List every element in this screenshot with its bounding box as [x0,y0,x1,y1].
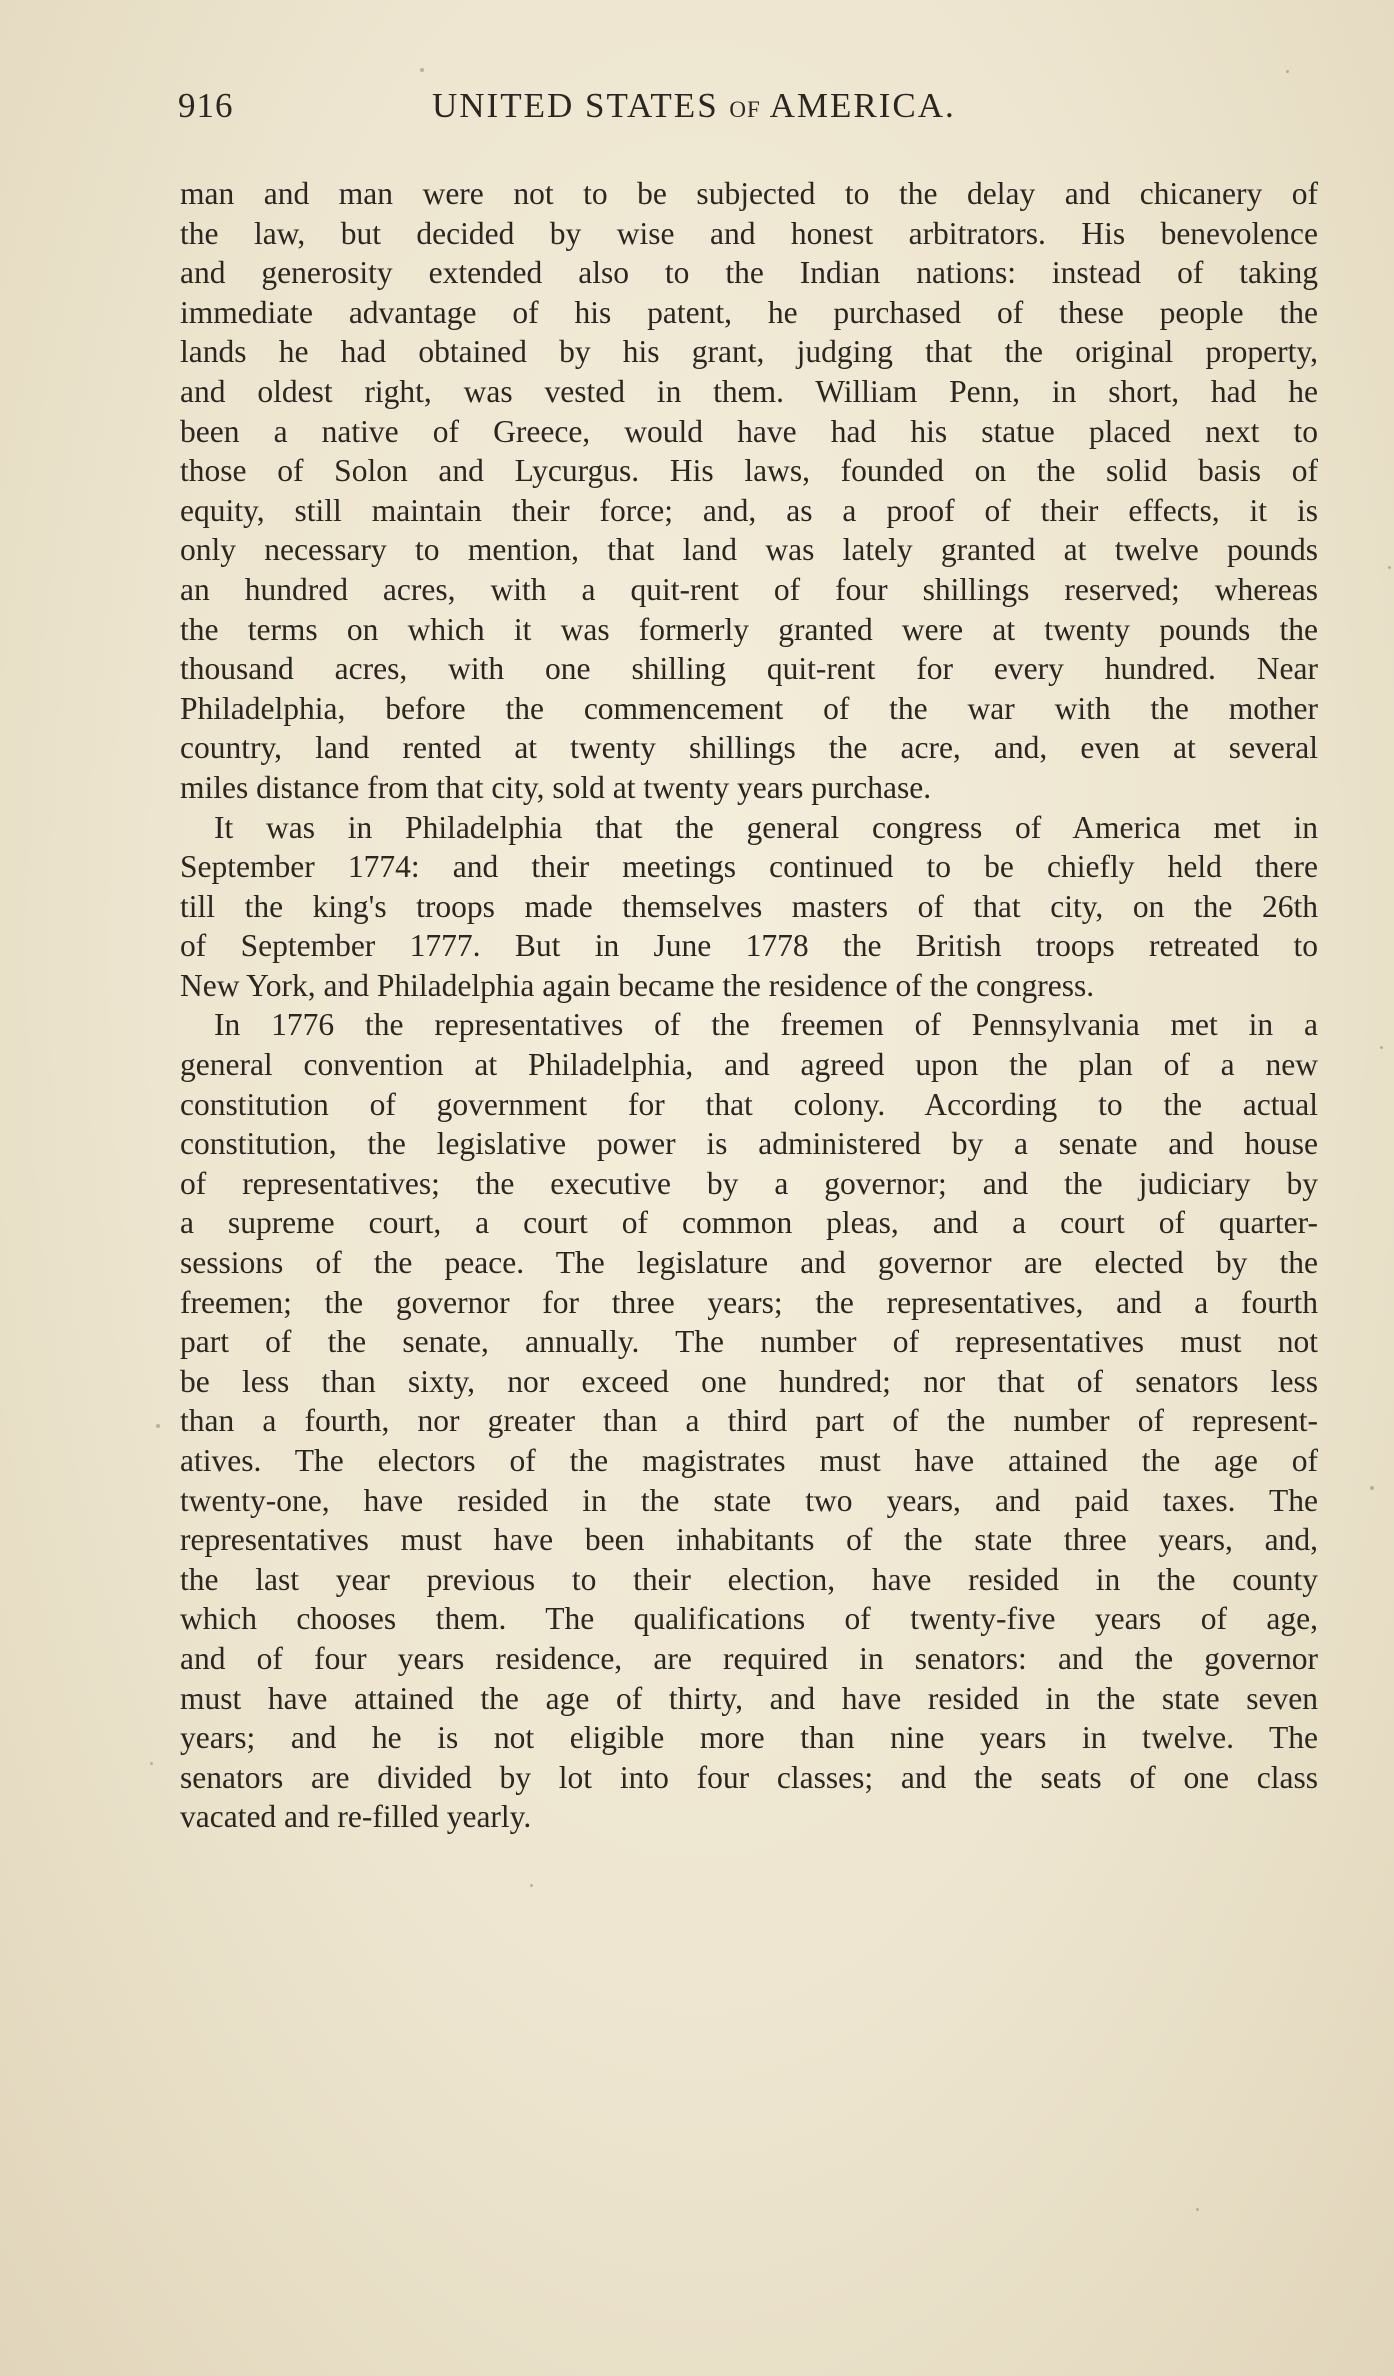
paper-speck [1370,1486,1374,1490]
text-line: immediate advantage of his patent, he purchased of these people the [180,294,1318,330]
paragraph-constitution [180,1005,1318,1836]
paper-speck [420,68,424,72]
text-line: those of Solon and Lycurgus. His laws, founded on the solid basis of [180,453,1318,489]
text-line: been a native of Greece, would have had his statue placed next to [180,413,1318,449]
text-line: part of the senate, annually. The number of representatives must not [180,1324,1318,1360]
text-line: atives. The electors of the magistrates must have attained the age of [180,1443,1318,1478]
text-line: a supreme court, a court of common pleas, and a court of quarter- [180,1205,1318,1241]
body-text [180,174,1318,1837]
text-line: constitution, the legislative power is administered by a senate and house [180,1126,1318,1162]
running-head-america: AMERICA. [760,86,956,125]
text-line: thousand acres, with one shilling quit-rent for every hundred. Near [180,651,1318,687]
running-head-of: OF [729,97,761,122]
text-line: the last year previous to their election, have resided in the county [180,1561,1318,1597]
paper-speck [156,1424,160,1428]
running-head-united-states: UNITED STATES [432,86,730,125]
text-line: only necessary to mention, that land was lately granted at twelve pounds [180,532,1318,568]
text-line: constitution of government for that colony. According to the actual [180,1086,1318,1122]
paragraph-congress [180,808,1318,1006]
text-line: representatives must have been inhabitants of the state three years, and, [180,1522,1318,1558]
text-line: the law, but decided by wise and honest arbitrators. His benevolence [180,215,1318,251]
page-header [178,86,1058,136]
text-line: must have attained the age of thirty, and have resided in the state seven [180,1680,1318,1716]
text-line: man and man were not to be subjected to the delay and chicanery of [180,176,1318,211]
text-line: lands he had obtained by his grant, judging that the original property, [180,334,1318,370]
paper-speck [1388,566,1391,569]
text-line: Philadelphia, before the commencement of the war with the mother [180,690,1318,726]
paper-speck [530,1884,533,1887]
paper-speck [150,1762,153,1765]
text-line: It was in Philadelphia that the general congress of America met in [214,809,1318,845]
text-line: and generosity extended also to the Indian nations: instead of taking [180,255,1318,291]
text-line: freemen; the governor for three years; the representatives, and a fourth [180,1284,1318,1320]
text-line: New York, and Philadelphia again became the residence of the congress. [180,967,1095,1003]
paper-speck [1196,2208,1199,2211]
text-line: September 1774: and their meetings continued to be chiefly held there [180,849,1318,885]
running-head [432,86,956,126]
paper-speck [1380,1046,1383,1049]
text-line: than a fourth, nor greater than a third part of the number of represent- [180,1403,1318,1439]
text-line: years; and he is not eligible more than nine years in twelve. The [180,1720,1318,1756]
text-line: of September 1777. But in June 1778 the British troops retreated to [180,928,1318,964]
text-line: till the king's troops made themselves masters of that city, on the 26th [180,888,1318,924]
page-number: 916 [178,86,234,125]
text-line: general convention at Philadelphia, and agreed upon the plan of a new [180,1047,1318,1083]
text-line: miles distance from that city, sold at twenty years purchase. [180,769,932,805]
text-line: equity, still maintain their force; and, as a proof of their effects, it is [180,492,1318,528]
text-line: and oldest right, was vested in them. William Penn, in short, had he [180,373,1318,409]
text-line: an hundred acres, with a quit-rent of four shillings reserved; whereas [180,571,1318,607]
text-line: of representatives; the executive by a governor; and the judiciary by [180,1165,1318,1201]
text-line: and of four years residence, are required in senators: and the governor [180,1640,1318,1676]
paper-speck [1286,70,1289,73]
text-line: the terms on which it was formerly granted were at twenty pounds the [180,611,1318,647]
text-line: In 1776 the representatives of the freemen of Pennsylvania met in a [214,1007,1318,1043]
text-line: be less than sixty, nor exceed one hundred; nor that of senators less [180,1363,1318,1399]
paragraph-penn [180,174,1318,808]
text-line: vacated and re-filled yearly. [180,1799,532,1835]
text-line: country, land rented at twenty shillings the acre, and, even at several [180,730,1318,766]
text-line: senators are divided by lot into four classes; and the seats of one class [180,1759,1318,1795]
text-line: twenty-one, have resided in the state two years, and paid taxes. The [180,1482,1318,1518]
text-line: sessions of the peace. The legislature and governor are elected by the [180,1245,1318,1281]
text-line: which chooses them. The qualifications of twenty-five years of age, [180,1601,1318,1637]
